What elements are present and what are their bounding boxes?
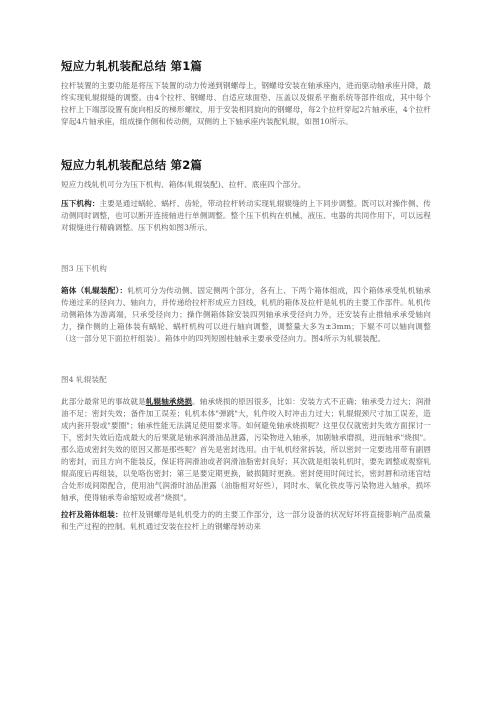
- paragraph-bearing-failure: [61, 396, 431, 504]
- section2-title: 短应力轧机装配总结 第2篇: [61, 158, 203, 172]
- section2-intro: 短应力线轧机可分为压下机构、箱体(轧辊装配)、拉杆、底座四个部分。: [61, 180, 306, 189]
- paragraph-box-assembly: [61, 285, 431, 345]
- tie-rod-assembly-text: 拉杆及钢螺母是轧机受力的的主要工作部分，这一部分设备的状况好坏将直接影响产品质量和生产过程的控制。轧机通过安装在拉杆上的钢螺母转动来: [61, 510, 431, 531]
- document-content: [61, 56, 431, 533]
- paragraph-tie-rod-assembly: [61, 509, 431, 533]
- press-mechanism-text: 主要是通过蜗轮、蜗杆、齿轮，带动拉杆转动实现轧辊辊缝的上下同步调整。既可以对操作侧、传动侧同时调整，也可以断开连接轴进行单侧调整。整个压下机构在机械、液压、电器的共同作用下，可以远程对辊缝进行精确调整。压下机构如图3所示。: [61, 199, 432, 232]
- section1-body: 拉杆装置的主要功能是将压下装置的动力传递到钢螺母上，钢螺母安装在轴承座内，进而驱动轴承座升降，最终实现轧辊辊缝的调整。由4个拉杆、钢螺母、自适应球面垫、压盖以及辊系平衡系统等部件组成，其中每个拉杆上下端部设置有旋向相反的梯形螺纹，用于安装相同旋向的钢螺母，每2个拉杆穿起2片轴承座，4个拉杆穿起4片轴承座，组成操作侧和传动侧，双侧的上下轴承座内装配轧辊，如图10所示。: [61, 81, 431, 126]
- paragraph-press-mechanism: [61, 198, 431, 234]
- figure4-caption: 图4 轧辊装配: [61, 375, 107, 384]
- box-assembly-label: 箱体（轧辊装配）：: [61, 286, 128, 295]
- bearing-failure-pre: 此部分最常见的事故就是: [61, 397, 146, 406]
- figure3-caption: 图3 压下机构: [61, 264, 107, 273]
- tie-rod-assembly-label: 拉杆及箱体组装：: [61, 510, 123, 519]
- bearing-failure-emphasis: 轧辊轴承烧损: [145, 397, 193, 406]
- box-assembly-text: 轧机可分为传动侧、固定侧两个部分，各有上、下两个箱体组成，四个箱体承受轧机轴承传递过来的径向力、轴向力，并传递给拉杆形成应力回线，轧机的箱体及拉杆是轧机的主要工作部件。轧机传动侧箱体为游离端，只承受径向力；操作侧箱体除安装四列轴承承受径向力外，还安装有止推轴承承受轴向力，操作侧的上箱体装有蜗轮、蜗杆机构可以进行轴向调整，调整量大多为±3mm；下辊不可以轴向调整（这一部分见下面拉杆组装）。箱体中的四列短圆柱轴承主要承受径向力。图4所示为轧辊装配。: [61, 286, 431, 343]
- bearing-failure-text: 。轴承烧损的原因很多，比如：安装方式不正确；轴承受力过大；润滑油不足；密封失效；备件加工误差；轧机本体"弹跳"大，轧件咬入时冲击力过大；轧辊辊颈尺寸加工误差，造成内套开裂或"要圈"；轴承性能无法满足使用要求等。如何避免轴承烧损呢？这里仅仅就密封失效方面探讨一下，密封失效后造成最大的后果就是轴承润滑油品泄露，污染物进入轴承，加剧轴承磨损，进而轴承"烧损"。那么造成密封失效的原因又都是那些呢？首先是密封选用。由于轧机经常拆装，所以密封一定要选用带有副唇的密封，而且方向不能装反，保证将润滑油或者润滑油脂密封良好；其次就是组装轧机时，要先调整或观察轧辊高度后再组装，以免咯伤密封；第三是要定期更换，破损随时更换。密封使用时间过长，密封唇和动迷宫结合处形成间隙配合，使用油气润滑时油品泄露（油脂相对好些），同时水、氧化铁皮等污染物进入轴承，损坏轴承，使得轴承寿命缩短或者"烧损"。: [61, 397, 431, 502]
- section1-title: 短应力轧机装配总结 第1篇: [61, 59, 203, 73]
- press-mechanism-label: 压下机构：: [61, 199, 100, 208]
